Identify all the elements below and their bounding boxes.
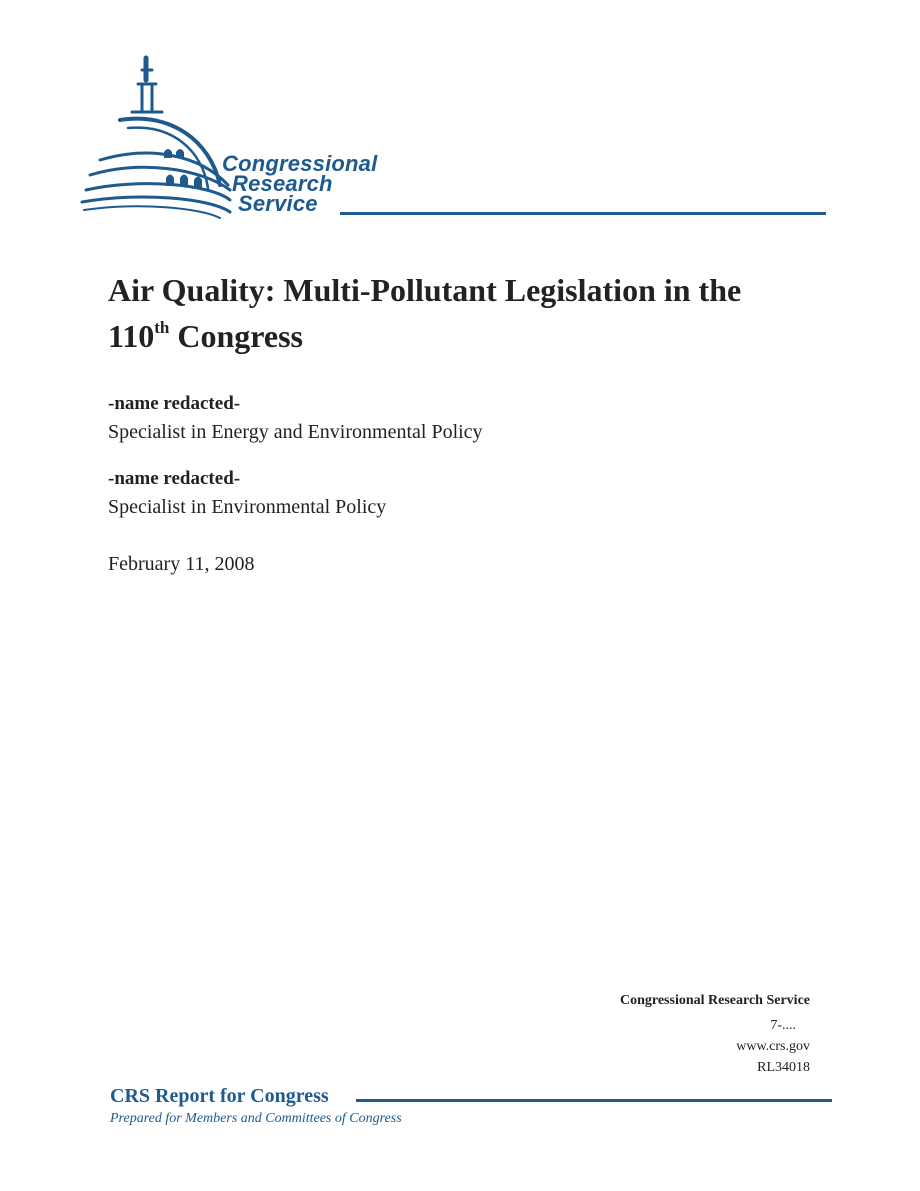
- title-line-2: [108, 313, 848, 359]
- report-date: February 11, 2008: [108, 553, 255, 575]
- title-line-2-rest: Congress: [177, 318, 303, 354]
- crs-url[interactable]: www.crs.gov: [736, 1039, 810, 1054]
- footer-subtitle: Prepared for Members and Committees of Congress: [110, 1111, 402, 1126]
- crs-report-number: RL34018: [757, 1060, 810, 1075]
- author-role: Specialist in Environmental Policy: [108, 496, 387, 518]
- logo-wordmark: [222, 151, 378, 216]
- logo-line-3: Service: [238, 191, 318, 216]
- logo-line-2: Research: [232, 171, 333, 196]
- title-ordinal-suffix: th: [154, 318, 170, 337]
- footer-rule: [356, 1099, 832, 1102]
- crs-logo: [80, 50, 830, 225]
- author-name: -name redacted-: [108, 393, 241, 414]
- crs-info-block: [620, 990, 810, 1078]
- report-title: [108, 267, 848, 359]
- footer-title: CRS Report for Congress: [110, 1085, 329, 1107]
- title-ordinal-number: 110: [108, 318, 155, 354]
- logo-line-1: Congressional: [222, 151, 378, 176]
- crs-code: 7-....: [770, 1018, 796, 1033]
- author-name: -name redacted-: [108, 468, 241, 489]
- author-role: Specialist in Energy and Environmental Policy: [108, 421, 483, 443]
- crs-org-name: Congressional Research Service: [619, 993, 810, 1008]
- title-line-1: Air Quality: Multi-Pollutant Legislation in the: [108, 272, 742, 308]
- logo-rule: [340, 212, 826, 215]
